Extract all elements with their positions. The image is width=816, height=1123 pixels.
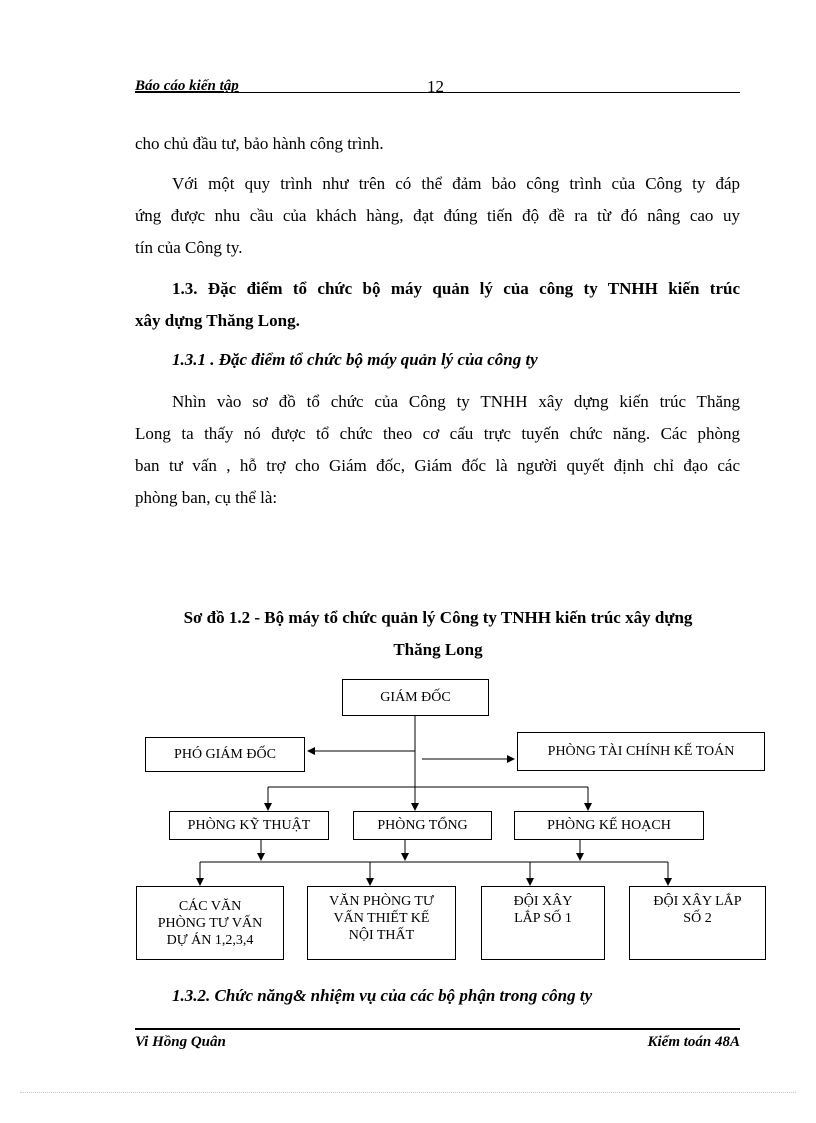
org-box-team-2 (629, 886, 766, 960)
org-label: VẤN THIẾT KẾ (333, 911, 430, 926)
caption-line: Sơ đồ 1.2 - Bộ máy tổ chức quản lý Công ty TNHH kiến trúc xây dựng (183, 608, 693, 627)
org-label: SỐ 2 (683, 911, 712, 926)
paragraph-line: tín của Công ty. (135, 238, 243, 257)
heading-line: 1.3. Đặc điểm tổ chức bộ máy quản lý của công ty TNHH kiến trúc (172, 279, 740, 298)
org-label: ĐỘI XÂY LẮP (653, 894, 742, 909)
org-label: LẮP SỐ 1 (514, 911, 572, 926)
org-box-finance (517, 732, 765, 771)
org-box-director (342, 679, 489, 716)
footer-class: Kiểm toán 48A (647, 1034, 740, 1050)
header-title: Báo cáo kiến tập (135, 78, 239, 94)
org-label: DỰ ÁN 1,2,3,4 (166, 932, 254, 948)
footer-author: Vi Hồng Quân (135, 1034, 226, 1050)
paragraph-line: Với một quy trình như trên có thể đảm bảo công trình của Công ty đáp (172, 174, 740, 193)
org-label: PHÒNG KẾ HOẠCH (547, 818, 671, 833)
org-label: PHÒNG TƯ VẤN (157, 915, 263, 931)
org-box-team-1 (481, 886, 605, 960)
paragraph-line: cho chủ đầu tư, bảo hành công trình. (135, 134, 384, 153)
paragraph-line: ứng được nhu cầu của khách hàng, đạt đúng tiến độ đề ra từ đó nâng cao uy (135, 206, 740, 225)
page-edge-divider (20, 1092, 796, 1093)
paragraph-line: Nhìn vào sơ đồ tổ chức của Công ty TNHH xây dựng kiến trúc Thăng (172, 392, 740, 411)
org-box-interior-design (307, 886, 456, 960)
org-label: NỘI THẤT (348, 928, 415, 943)
org-label: PHÓ GIÁM ĐỐC (174, 747, 276, 762)
org-label: VĂN PHÒNG TƯ (329, 894, 434, 909)
heading-line: xây dựng Thăng Long. (135, 311, 300, 330)
paragraph-line: Long ta thấy nó được tổ chức theo cơ cấu trực tuyến chức năng. Các phòng (135, 424, 740, 443)
paragraph-line: phòng ban, cụ thể là: (135, 488, 278, 507)
org-label: GIÁM ĐỐC (380, 690, 451, 705)
heading-1-3-2 (135, 980, 740, 1012)
org-label: PHÒNG TÀI CHÍNH KẾ TOÁN (547, 744, 735, 759)
caption-line: Thăng Long (393, 640, 483, 659)
org-box-technical (169, 811, 329, 840)
heading-line: 1.3.2. Chức năng& nhiệm vụ của các bộ phận trong công ty (172, 986, 593, 1005)
org-label: ĐỘI XÂY (513, 894, 573, 909)
page-number: 12 (427, 77, 444, 96)
footer-rule (135, 1028, 740, 1030)
org-box-deputy (145, 737, 305, 772)
org-box-general (353, 811, 492, 840)
org-label: PHÒNG KỸ THUẬT (187, 818, 311, 833)
heading-line: 1.3.1 . Đặc điểm tổ chức bộ máy quản lý của công ty (172, 350, 538, 369)
org-box-planning (514, 811, 704, 840)
org-box-consulting-offices (136, 886, 284, 960)
org-label: CÁC VĂN (178, 898, 242, 914)
org-label: PHÒNG TỔNG (377, 818, 468, 833)
paragraph-line: ban tư vấn , hỗ trợ cho Giám đốc, Giám đốc là người quyết định chỉ đạo các (135, 456, 740, 475)
